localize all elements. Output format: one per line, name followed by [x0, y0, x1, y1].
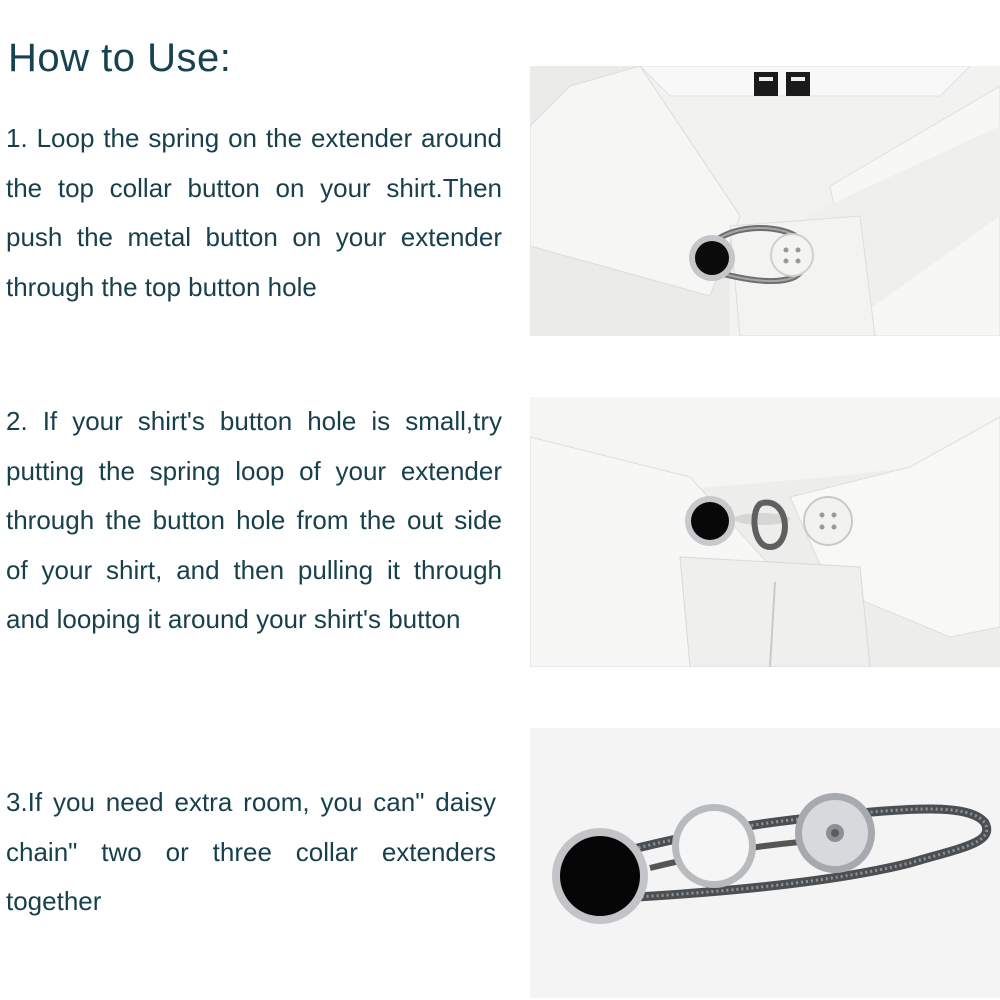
- shirt-button: [771, 234, 813, 276]
- label-tag-1: [754, 72, 778, 96]
- collar-close-view-photo: [530, 397, 1000, 667]
- step-3-text: 3.If you need extra room, you can" daisy chain" two or three collar extenders together: [6, 787, 496, 917]
- shirt-button: [804, 497, 852, 545]
- label-tag-2: [786, 72, 810, 96]
- collar-top-view-photo: [530, 66, 1000, 336]
- daisy-chain-extenders-photo: [530, 728, 1000, 998]
- page-title: How to Use:: [8, 36, 232, 80]
- step-2-text: 2. If your shirt's button hole is small,try putting the spring loop of your extender through the button hole from the out side of your shirt, and then pulling it through and looping it around your shirt's button: [6, 406, 502, 635]
- step-1-text: 1. Loop the spring on the extender around the top collar button on your shirt.Then push the metal button on your extender through the top button hole: [6, 123, 502, 302]
